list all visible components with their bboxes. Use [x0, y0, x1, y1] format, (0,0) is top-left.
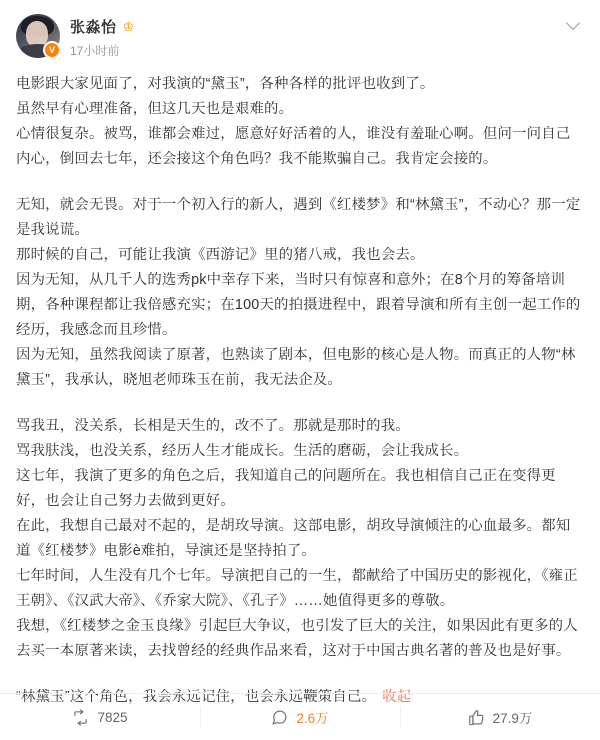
collapse-button[interactable]: 收起	[382, 689, 412, 705]
post-paragraph: 这七年，我演了更多的角色之后，我知道自己的问题所在。我也相信自己正在变得更好，也会让自己努力去做到更好。	[16, 468, 556, 509]
repost-count: 7825	[97, 709, 128, 725]
like-count: 27.9万	[492, 711, 533, 726]
post-paragraph: 因为无知，从几千人的选秀pk中幸存下来，当时只有惊喜和意外；在8个月的筹备培训期，各种课程都让我倍感充实；在100天的拍摄进程中，跟着导演和所有主创一起工作的经历，我感念而且珍惜。	[16, 272, 581, 338]
author-name-row	[70, 16, 134, 37]
crown-icon: ♔	[122, 19, 135, 34]
comment-count: 2.6万	[296, 711, 329, 726]
post-paragraph: 因为无知，虽然我阅读了原著，也熟读了剧本，但电影的核心是人物。而真正的人物“林黛玉”，我承认，晓旭老师珠玉在前，我无法企及。	[16, 347, 576, 388]
post-timestamp: 17小时前	[70, 44, 120, 58]
comment-button[interactable]	[200, 694, 400, 740]
post-paragraph: 骂我丑，没关系，长相是天生的，改不了。那就是那时的我。	[16, 418, 410, 434]
post-paragraph: 虽然早有心理准备，但这几天也是艰难的。	[16, 101, 294, 117]
avatar[interactable]	[16, 14, 60, 58]
post-paragraph: 电影跟大家见面了，对我演的“黛玉”，各种各样的批评也收到了。	[16, 76, 435, 92]
like-icon	[468, 709, 485, 726]
author-name[interactable]: 张淼怡	[70, 19, 117, 36]
post-final-text: “林黛玉”这个角色，我会永远记住，也会永远鞭策自己。	[16, 689, 377, 705]
post-header	[16, 14, 584, 62]
post-actions-bar	[0, 693, 600, 740]
post-paragraph: 在此，我想自己最对不起的，是胡玫导演。这部电影，胡玫导演倾注的心血最多。都知道《红楼梦》电影ѐ难拍，导演还是坚持拍了。	[16, 518, 571, 559]
post-paragraph: 我想，《红楼梦之金玉良缘》引起巨大争议，也引发了巨大的关注，如果因此有更多的人去买一本原著来读，去找曾经的经典作品来看，这对于中国古典名著的普及也是好事。	[16, 618, 578, 659]
like-button[interactable]	[400, 694, 600, 740]
comment-icon	[271, 709, 288, 726]
verified-badge-icon: V	[43, 41, 61, 59]
post-paragraph: 无知，就会无畏。对于一个初入行的新人，遇到《红楼梦》和“林黛玉”，不动心？那一定是我说谎。	[16, 197, 581, 238]
post-paragraph: 那时候的自己，可能让我演《西游记》里的猪八戒，我也会去。	[16, 247, 425, 263]
author-block	[70, 14, 134, 59]
chevron-down-icon[interactable]	[568, 18, 582, 27]
repost-icon	[72, 709, 89, 726]
post-paragraph: 七年时间，人生没有几个七年。导演把自己的一生，都献给了中国历史的影视化，《雍正王朝》、《汉武大帝》、《乔家大院》、《孔子》……她值得更多的尊敬。	[16, 568, 578, 609]
post-paragraph: 骂我肤浅，也没关系，经历人生才能成长。生活的磨砺，会让我成长。	[16, 443, 469, 459]
post-paragraph: 心情很复杂。被骂，谁都会难过，愿意好好活着的人，谁没有羞耻心啊。但问一问自己内心，倒回去七年，还会接这个角色吗？我不能欺骗自己。我肯定会接的。	[16, 126, 571, 167]
repost-button[interactable]	[0, 694, 200, 740]
post-content	[16, 72, 584, 710]
